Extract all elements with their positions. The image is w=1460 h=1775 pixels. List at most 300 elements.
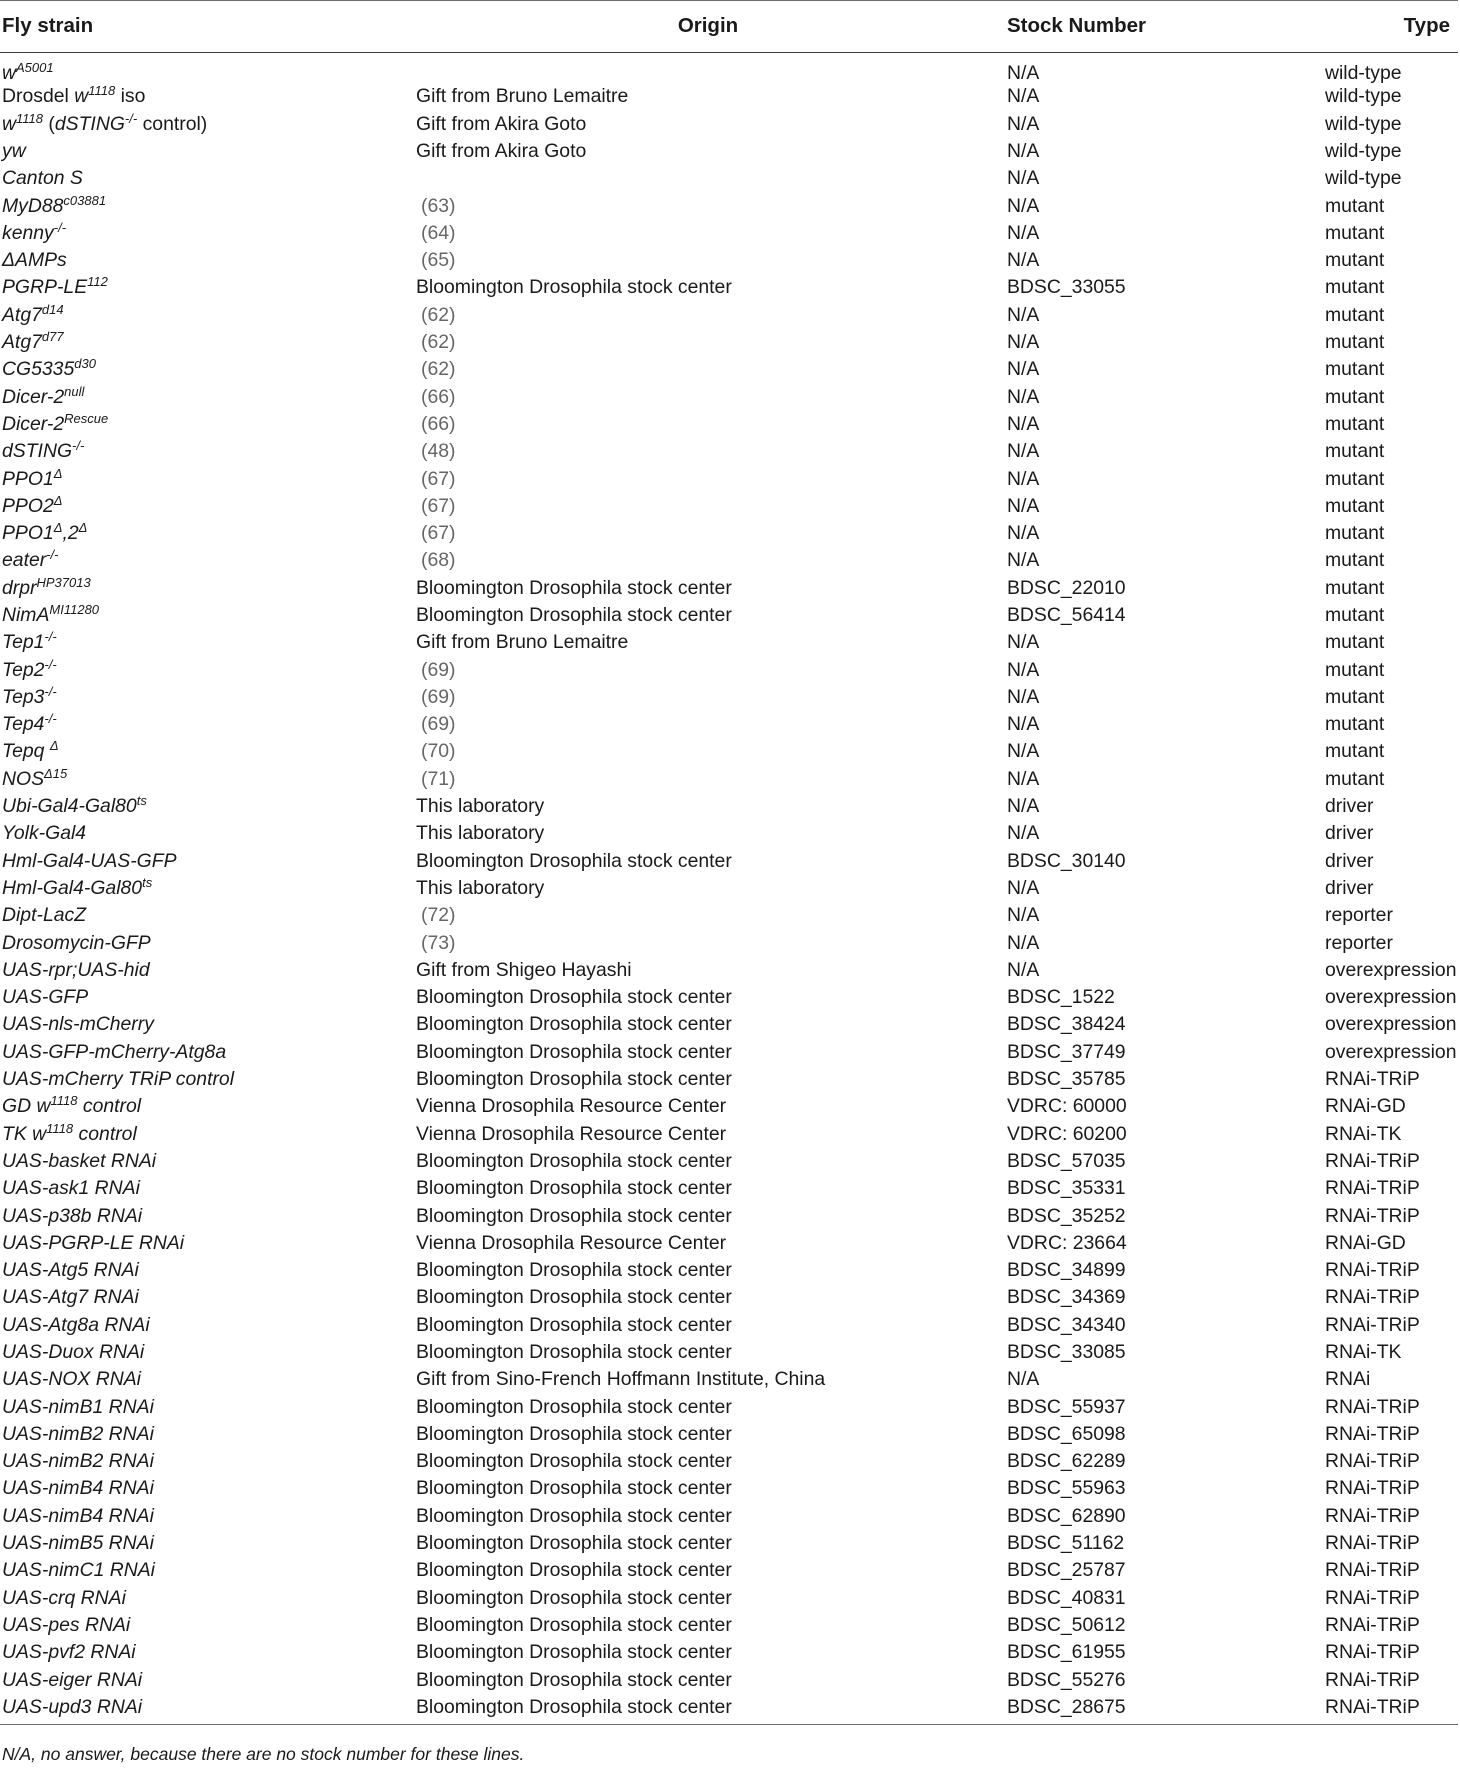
cell-origin [413, 1612, 1003, 1639]
cell-stock-number: N/A [1007, 249, 1040, 272]
origin-reference: (72) [421, 904, 456, 927]
cell-type: wild-type [1325, 85, 1402, 108]
strain-text: ΔAMPs [2, 249, 67, 272]
origin-text: Gift from Bruno Lemaitre [416, 631, 629, 654]
origin-text: This laboratory [416, 876, 545, 899]
cell-fly-strain [0, 1667, 413, 1694]
cell-origin [413, 53, 1003, 84]
strain-text: PGRP-LE [2, 276, 88, 299]
origin-reference: (66) [421, 412, 456, 435]
cell-fly-strain [0, 356, 413, 383]
cell-origin [413, 111, 1003, 138]
table-row [0, 1557, 1458, 1584]
cell-stock-number: N/A [1007, 221, 1040, 244]
cell-origin [413, 165, 1003, 192]
strain-text: UAS-rpr;UAS-hid [2, 958, 150, 981]
cell-stock-number: N/A [1007, 522, 1040, 545]
strain-text: Hml-Gal4-UAS-GFP [2, 849, 177, 872]
strain-text: w [2, 112, 17, 135]
header-origin: Origin [413, 1, 1003, 53]
origin-text: Gift from Akira Goto [416, 139, 587, 162]
cell-origin [413, 1312, 1003, 1339]
cell-stock-number: N/A [1007, 658, 1040, 681]
cell-origin [413, 1257, 1003, 1284]
cell-stock-number: BDSC_34340 [1007, 1313, 1126, 1336]
cell-fly-strain [0, 1121, 413, 1148]
header-row [0, 1, 1458, 53]
cell-origin [413, 274, 1003, 301]
cell-origin [413, 793, 1003, 820]
cell-stock-number: N/A [1007, 167, 1040, 190]
table-row [0, 1230, 1458, 1257]
cell-type: RNAi-TRiP [1325, 1259, 1420, 1282]
cell-fly-strain [0, 1039, 413, 1066]
cell-fly-strain [0, 930, 413, 957]
cell-stock-number: N/A [1007, 876, 1040, 899]
cell-fly-strain [0, 111, 413, 138]
cell-fly-strain [0, 520, 413, 547]
cell-fly-strain [0, 138, 413, 165]
cell-fly-strain [0, 1312, 413, 1339]
table-row [0, 384, 1458, 411]
table-row [0, 1694, 1458, 1725]
strain-text: UAS-p38b RNAi [2, 1204, 143, 1227]
origin-reference: (62) [421, 358, 456, 381]
cell-origin [413, 575, 1003, 602]
strain-superscript: 1118 [50, 1093, 78, 1109]
cell-stock-number: BDSC_38424 [1007, 1013, 1126, 1036]
cell-stock-number: N/A [1007, 958, 1040, 981]
header-fly-strain: Fly strain [0, 1, 413, 53]
strain-superscript: c03881 [63, 192, 107, 208]
cell-origin [413, 1694, 1003, 1725]
strain-superscript: -/- [44, 629, 57, 645]
cell-fly-strain [0, 411, 413, 438]
cell-fly-strain [0, 1257, 413, 1284]
cell-type: mutant [1325, 576, 1385, 599]
table-row [0, 1421, 1458, 1448]
cell-stock-number: N/A [1007, 631, 1040, 654]
origin-reference: (63) [421, 194, 456, 217]
cell-type: driver [1325, 795, 1374, 818]
origin-text: Bloomington Drosophila stock center [416, 576, 732, 599]
table-row [0, 1203, 1458, 1230]
header-type: Type [1321, 1, 1458, 53]
cell-type: RNAi-TRiP [1325, 1313, 1420, 1336]
origin-reference: (67) [421, 467, 456, 490]
origin-text: Bloomington Drosophila stock center [416, 1341, 732, 1363]
origin-reference: (65) [421, 249, 456, 272]
table-row [0, 1175, 1458, 1202]
origin-text: Bloomington Drosophila stock center [416, 1477, 732, 1500]
cell-stock-number: BDSC_65098 [1007, 1422, 1126, 1445]
cell-origin [413, 493, 1003, 520]
cell-origin [413, 466, 1003, 493]
table-row [0, 247, 1458, 274]
cell-origin [413, 739, 1003, 766]
cell-type: wild-type [1325, 112, 1402, 135]
table-footnote: N/A, no answer, because there are no stock number for these lines. [2, 1744, 525, 1764]
cell-fly-strain [0, 1012, 413, 1039]
table-row [0, 629, 1458, 656]
cell-origin [413, 684, 1003, 711]
table-row [0, 1312, 1458, 1339]
cell-fly-strain [0, 711, 413, 738]
origin-reference: (69) [421, 713, 456, 736]
cell-fly-strain [0, 247, 413, 274]
origin-text: Bloomington Drosophila stock center [416, 1395, 732, 1418]
cell-fly-strain [0, 1175, 413, 1202]
table-row [0, 1448, 1458, 1475]
cell-origin [413, 1284, 1003, 1311]
strain-text: control [77, 1095, 142, 1118]
table-row [0, 1148, 1458, 1175]
table-row [0, 684, 1458, 711]
origin-text: This laboratory [416, 822, 545, 845]
cell-type: RNAi-TRiP [1321, 1694, 1458, 1725]
table-row [0, 1093, 1458, 1120]
cell-origin [413, 984, 1003, 1011]
cell-origin [413, 220, 1003, 247]
cell-fly-strain [0, 1639, 413, 1666]
cell-origin [413, 930, 1003, 957]
cell-type: mutant [1325, 767, 1385, 790]
cell-type: RNAi-TRiP [1325, 1177, 1420, 1200]
cell-origin [413, 957, 1003, 984]
strain-text: UAS-mCherry TRiP control [2, 1068, 235, 1091]
cell-origin [413, 602, 1003, 629]
cell-origin [413, 1175, 1003, 1202]
origin-reference: (66) [421, 385, 456, 408]
cell-fly-strain [0, 629, 413, 656]
cell-stock-number: N/A [1007, 549, 1040, 572]
cell-type: RNAi-TRiP [1325, 1286, 1420, 1309]
strain-text: UAS-nimB4 RNAi [2, 1477, 154, 1500]
strain-superscript: Δ [53, 520, 63, 536]
cell-origin [413, 1421, 1003, 1448]
table-row [0, 848, 1458, 875]
strain-text: UAS-GFP [2, 986, 89, 1009]
cell-origin [413, 138, 1003, 165]
strain-superscript: Δ15 [44, 765, 68, 781]
origin-text: Vienna Drosophila Resource Center [416, 1095, 727, 1118]
cell-fly-strain [0, 466, 413, 493]
cell-fly-strain [0, 1612, 413, 1639]
cell-origin [413, 1503, 1003, 1530]
strain-text: Tep2 [2, 658, 45, 681]
strain-superscript: -/- [124, 110, 138, 126]
cell-fly-strain [0, 602, 413, 629]
cell-stock-number: BDSC_61955 [1007, 1641, 1126, 1664]
origin-reference: (62) [421, 303, 456, 326]
strain-superscript: Δ [49, 738, 59, 754]
strain-text: Drosomycin-GFP [2, 931, 151, 954]
cell-type: mutant [1325, 685, 1385, 708]
cell-type: driver [1325, 876, 1374, 899]
table-row [0, 766, 1458, 793]
cell-stock-number: N/A [1007, 194, 1040, 217]
strain-text: kenny [2, 221, 54, 244]
cell-stock-number: N/A [1007, 767, 1040, 790]
cell-fly-strain [0, 193, 413, 220]
cell-fly-strain [0, 739, 413, 766]
cell-origin [413, 711, 1003, 738]
cell-stock-number: N/A [1007, 931, 1040, 954]
cell-type: mutant [1325, 221, 1385, 244]
table-row [0, 1394, 1458, 1421]
strain-text: iso [115, 85, 146, 108]
cell-origin [413, 1339, 1003, 1366]
cell-stock-number: N/A [1007, 494, 1040, 517]
strain-text: UAS-NOX RNAi [2, 1368, 141, 1391]
table-row [0, 302, 1458, 329]
cell-fly-strain [0, 793, 413, 820]
cell-origin [413, 1476, 1003, 1503]
table-row [0, 602, 1458, 629]
cell-fly-strain [0, 1339, 413, 1366]
cell-type: mutant [1325, 494, 1385, 517]
cell-type: overexpression [1325, 1040, 1457, 1063]
cell-type: mutant [1325, 658, 1385, 681]
cell-origin [413, 1012, 1003, 1039]
table-row [0, 356, 1458, 383]
cell-origin [413, 766, 1003, 793]
strain-superscript: ts [136, 793, 147, 809]
origin-reference: (67) [421, 494, 456, 517]
cell-type: mutant [1325, 549, 1385, 572]
cell-fly-strain [0, 1476, 413, 1503]
cell-fly-strain [0, 902, 413, 929]
cell-type: mutant [1325, 522, 1385, 545]
cell-fly-strain [0, 302, 413, 329]
table-row [0, 138, 1458, 165]
strain-text: Hml-Gal4-Gal80 [2, 876, 143, 899]
strain-superscript: -/- [46, 547, 59, 563]
cell-origin [413, 547, 1003, 574]
cell-stock-number: BDSC_37749 [1007, 1040, 1126, 1063]
cell-type: RNAi-GD [1325, 1231, 1406, 1254]
cell-type: wild-type [1325, 139, 1402, 162]
strain-text: w [2, 62, 17, 84]
cell-stock-number: BDSC_28675 [1003, 1694, 1321, 1725]
origin-text: Bloomington Drosophila stock center [416, 1204, 732, 1227]
cell-type: RNAi-GD [1325, 1095, 1406, 1118]
cell-origin [413, 384, 1003, 411]
cell-type: reporter [1325, 904, 1393, 927]
cell-origin [413, 1394, 1003, 1421]
cell-stock-number: BDSC_25787 [1007, 1559, 1126, 1582]
strain-text: UAS-Duox RNAi [2, 1341, 145, 1363]
cell-stock-number: N/A [1007, 85, 1040, 108]
cell-fly-strain [0, 165, 413, 192]
table-row [0, 1585, 1458, 1612]
cell-fly-strain [0, 766, 413, 793]
cell-stock-number: N/A [1007, 139, 1040, 162]
cell-stock-number: N/A [1007, 385, 1040, 408]
origin-text: Gift from Bruno Lemaitre [416, 85, 629, 108]
cell-type: mutant [1325, 385, 1385, 408]
cell-fly-strain [0, 1503, 413, 1530]
origin-reference: (73) [421, 931, 456, 954]
cell-stock-number: N/A [1007, 412, 1040, 435]
table-row [0, 1530, 1458, 1557]
origin-reference: (71) [421, 767, 456, 790]
cell-origin [413, 848, 1003, 875]
cell-fly-strain [0, 1421, 413, 1448]
strain-text: ( [43, 112, 55, 135]
cell-origin [413, 1093, 1003, 1120]
cell-origin [413, 820, 1003, 847]
strain-superscript: Δ [78, 520, 88, 536]
cell-origin [413, 902, 1003, 929]
cell-origin [413, 83, 1003, 110]
cell-origin [413, 438, 1003, 465]
origin-text: Bloomington Drosophila stock center [416, 1040, 732, 1063]
table-row [0, 520, 1458, 547]
strain-text: TK w [2, 1122, 47, 1145]
cell-type: mutant [1325, 358, 1385, 381]
header-stock-number: Stock Number [1003, 1, 1321, 53]
strain-text: UAS-PGRP-LE RNAi [2, 1231, 185, 1254]
cell-type: mutant [1325, 467, 1385, 490]
cell-stock-number: BDSC_35785 [1007, 1068, 1126, 1091]
cell-stock-number: N/A [1007, 467, 1040, 490]
strain-superscript: -/- [72, 438, 85, 454]
table-row [0, 547, 1458, 574]
strain-text: UAS-nimB2 RNAi [2, 1422, 154, 1445]
strain-text: eater [2, 549, 47, 572]
cell-stock-number: N/A [1007, 440, 1040, 463]
cell-type: RNAi-TRiP [1325, 1641, 1420, 1664]
origin-text: Bloomington Drosophila stock center [416, 276, 732, 299]
cell-fly-strain [0, 493, 413, 520]
origin-text: Bloomington Drosophila stock center [416, 1177, 732, 1200]
cell-stock-number: N/A [1007, 904, 1040, 927]
cell-origin [413, 657, 1003, 684]
table-row [0, 83, 1458, 110]
strain-superscript: A5001 [16, 60, 54, 75]
table-row [0, 329, 1458, 356]
origin-text: Bloomington Drosophila stock center [416, 1695, 732, 1718]
strain-text: UAS-Atg8a RNAi [2, 1313, 150, 1336]
cell-stock-number: BDSC_1522 [1007, 986, 1115, 1009]
cell-stock-number: N/A [1007, 112, 1040, 135]
cell-origin [413, 1230, 1003, 1257]
origin-text: Bloomington Drosophila stock center [416, 1668, 732, 1691]
table-row [0, 711, 1458, 738]
strain-text: MyD88 [2, 194, 64, 217]
cell-fly-strain [0, 274, 413, 301]
cell-stock-number: BDSC_34369 [1007, 1286, 1126, 1309]
table-row [0, 739, 1458, 766]
cell-stock-number: VDRC: 23664 [1007, 1231, 1127, 1254]
cell-type: mutant [1325, 440, 1385, 463]
strain-text: UAS-nimB2 RNAi [2, 1450, 154, 1473]
strain-superscript: ts [142, 874, 153, 890]
cell-fly-strain [0, 1093, 413, 1120]
strain-text: UAS-eiger RNAi [2, 1668, 143, 1691]
strain-text: control [73, 1122, 137, 1145]
strain-text: ,2 [62, 522, 79, 545]
cell-stock-number: BDSC_55276 [1007, 1668, 1126, 1691]
strain-text: UAS-GFP-mCherry-Atg8a [2, 1040, 227, 1063]
cell-origin [413, 1585, 1003, 1612]
strain-text: drpr [2, 576, 37, 599]
cell-type: wild-type [1325, 62, 1402, 84]
cell-stock-number: BDSC_40831 [1007, 1586, 1126, 1609]
cell-stock-number: BDSC_30140 [1007, 849, 1126, 872]
cell-type: RNAi-TRiP [1325, 1422, 1420, 1445]
cell-fly-strain [0, 220, 413, 247]
origin-text: Vienna Drosophila Resource Center [416, 1122, 727, 1145]
cell-type: overexpression [1325, 958, 1457, 981]
table-row [0, 820, 1458, 847]
table-row [0, 165, 1458, 192]
cell-origin [413, 1366, 1003, 1393]
strain-superscript: -/- [53, 219, 67, 235]
strain-text: dSTING [2, 440, 73, 463]
cell-fly-strain [0, 1203, 413, 1230]
strain-text: Canton S [2, 167, 83, 190]
origin-text: Bloomington Drosophila stock center [416, 603, 732, 626]
cell-type: wild-type [1325, 167, 1402, 190]
strain-superscript: d14 [41, 301, 64, 317]
strain-superscript: Rescue [64, 410, 109, 426]
cell-stock-number: BDSC_50612 [1007, 1613, 1126, 1636]
cell-type: RNAi [1325, 1368, 1371, 1391]
origin-text: Bloomington Drosophila stock center [416, 1586, 732, 1609]
cell-stock-number: N/A [1007, 1368, 1040, 1391]
cell-type: RNAi-TRiP [1325, 1450, 1420, 1473]
cell-stock-number: N/A [1007, 822, 1040, 845]
cell-origin [413, 302, 1003, 329]
cell-stock-number: N/A [1007, 358, 1040, 381]
cell-stock-number: N/A [1007, 685, 1040, 708]
strain-superscript: -/- [44, 683, 57, 699]
table-row [0, 1039, 1458, 1066]
cell-type: overexpression [1325, 986, 1457, 1009]
origin-reference: (62) [421, 331, 456, 354]
cell-stock-number: BDSC_33085 [1007, 1341, 1126, 1363]
cell-type: mutant [1325, 412, 1385, 435]
cell-stock-number: BDSC_51162 [1007, 1532, 1125, 1555]
cell-fly-strain [0, 1230, 413, 1257]
cell-type: RNAi-TRiP [1325, 1149, 1420, 1172]
cell-origin [413, 247, 1003, 274]
cell-type: driver [1325, 822, 1374, 845]
cell-type: RNAi-TRiP [1325, 1204, 1420, 1227]
cell-origin [413, 1639, 1003, 1666]
cell-type: mutant [1325, 740, 1385, 763]
strain-text: UAS-pvf2 RNAi [2, 1641, 136, 1664]
table-row [0, 875, 1458, 902]
strain-text: Atg7 [2, 331, 42, 354]
cell-stock-number: N/A [1007, 740, 1040, 763]
cell-stock-number: N/A [1007, 795, 1040, 818]
cell-type: RNAi-TRiP [1325, 1504, 1420, 1527]
origin-text: Bloomington Drosophila stock center [416, 1286, 732, 1309]
table-row [0, 1612, 1458, 1639]
cell-fly-strain [0, 1585, 413, 1612]
origin-text: Bloomington Drosophila stock center [416, 1613, 732, 1636]
origin-text: Bloomington Drosophila stock center [416, 1013, 732, 1036]
table-row [0, 1121, 1458, 1148]
cell-origin [413, 520, 1003, 547]
strain-text: GD w [2, 1095, 51, 1118]
table-row [0, 1012, 1458, 1039]
cell-fly-strain [0, 1530, 413, 1557]
cell-stock-number: BDSC_62289 [1007, 1450, 1126, 1473]
